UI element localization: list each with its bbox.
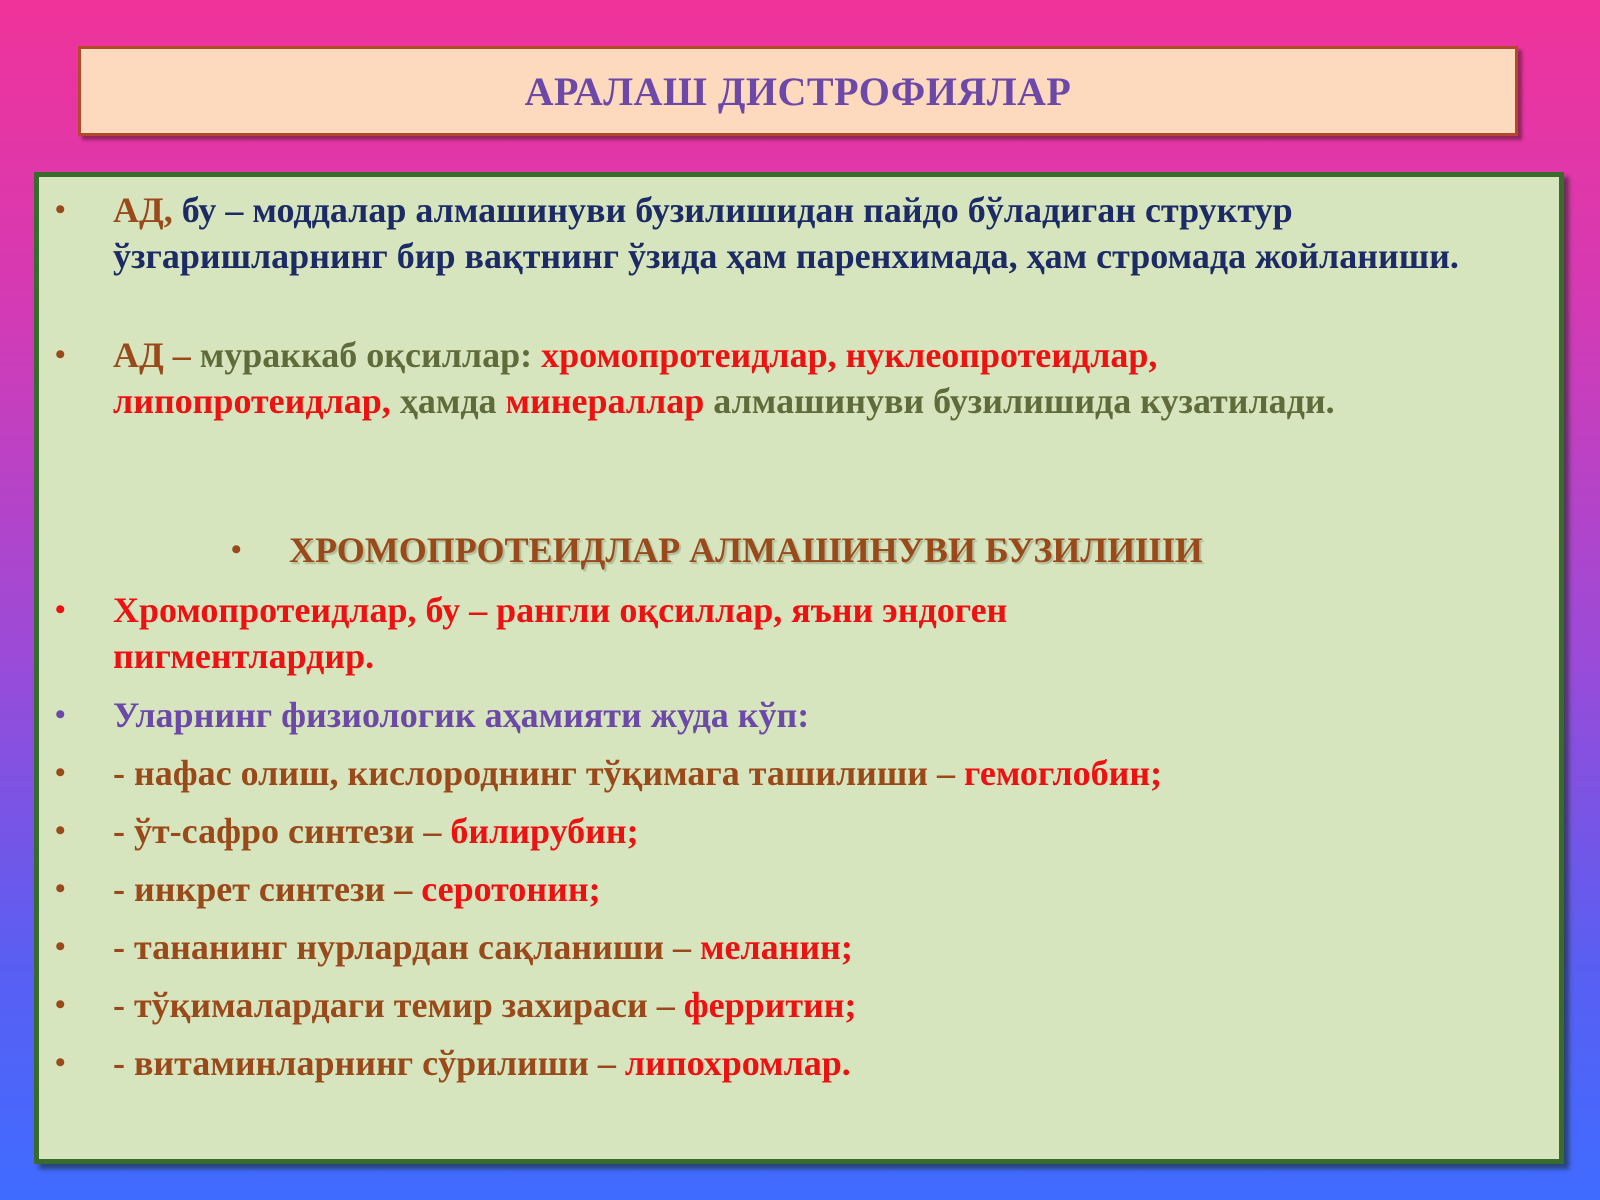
- text-segment: бу – моддалар алмашинуви бузилишидан пайдо бўладиган структур ўзгаришларнинг бир вақтнинг ўзида ҳам паренхимада, ҳам стромада жойланиши.: [113, 190, 1459, 276]
- bullet-icon: •: [55, 593, 66, 626]
- text-segment: - инкрет синтези –: [113, 869, 422, 909]
- bullet-text: [113, 692, 1533, 738]
- bullet-text: [113, 866, 1533, 912]
- text-segment: гемоглобин;: [964, 753, 1163, 793]
- bullet-text: [113, 808, 1533, 854]
- bullet-icon: •: [55, 814, 66, 847]
- text-segment: мураккаб оқсиллар:: [199, 335, 542, 375]
- text-segment: минераллар: [505, 381, 705, 421]
- text-segment: - тўқималардаги темир захираси –: [113, 985, 684, 1025]
- text-segment: Хромопротеидлар, бу – рангли оқсиллар, яъни эндоген пигментлардир.: [113, 590, 1008, 676]
- text-segment: - нафас олиш, кислороднинг тўқимага ташилиши –: [113, 753, 965, 793]
- bullet-text: [113, 982, 1533, 1028]
- bullet-icon: •: [55, 1046, 66, 1079]
- bullet-icon: •: [55, 988, 66, 1021]
- text-segment: алмашинуви бузилишида кузатилади.: [704, 381, 1335, 421]
- bullet-icon: •: [55, 872, 66, 905]
- content-box: [34, 172, 1564, 1164]
- text-segment: - тананинг нурлардан сақланиши –: [113, 927, 700, 967]
- bullet-text: [113, 1040, 1533, 1086]
- title-box: [78, 46, 1518, 136]
- text-segment: АД –: [113, 335, 200, 375]
- bullet-icon: •: [231, 533, 242, 566]
- section-subheading: [289, 527, 1489, 573]
- bullet-icon: •: [55, 698, 66, 731]
- text-segment: серотонин;: [421, 869, 601, 909]
- slide-title: АРАЛАШ ДИСТРОФИЯЛАР: [524, 68, 1072, 114]
- text-segment: ҳамда: [390, 381, 506, 421]
- bullet-icon: •: [55, 193, 66, 226]
- bullet-icon: •: [55, 756, 66, 789]
- bullet-text: [113, 332, 1373, 424]
- bullet-text: [113, 187, 1533, 279]
- bullet-icon: •: [55, 930, 66, 963]
- bullet-text: [113, 587, 1273, 679]
- text-segment: хромопротеидлар, нуклеопротеидлар, липопротеидлар,: [113, 335, 1158, 421]
- text-segment: билирубин;: [450, 811, 639, 851]
- text-segment: - витаминларнинг сўрилиши –: [113, 1043, 625, 1083]
- text-segment: - ўт-сафро синтези –: [113, 811, 451, 851]
- text-segment: ХРОМОПРОТЕИДЛАР АЛМАШИНУВИ БУЗИЛИШИ: [289, 530, 1203, 570]
- text-segment: липохромлар.: [624, 1043, 851, 1083]
- bullet-text: [113, 924, 1533, 970]
- text-segment: меланин;: [699, 927, 853, 967]
- text-segment: АД,: [113, 190, 182, 230]
- bullet-text: [113, 750, 1533, 796]
- text-segment: ферритин;: [683, 985, 857, 1025]
- bullet-icon: •: [55, 338, 66, 371]
- text-segment: Уларнинг физиологик аҳамияти жуда кўп:: [113, 695, 810, 735]
